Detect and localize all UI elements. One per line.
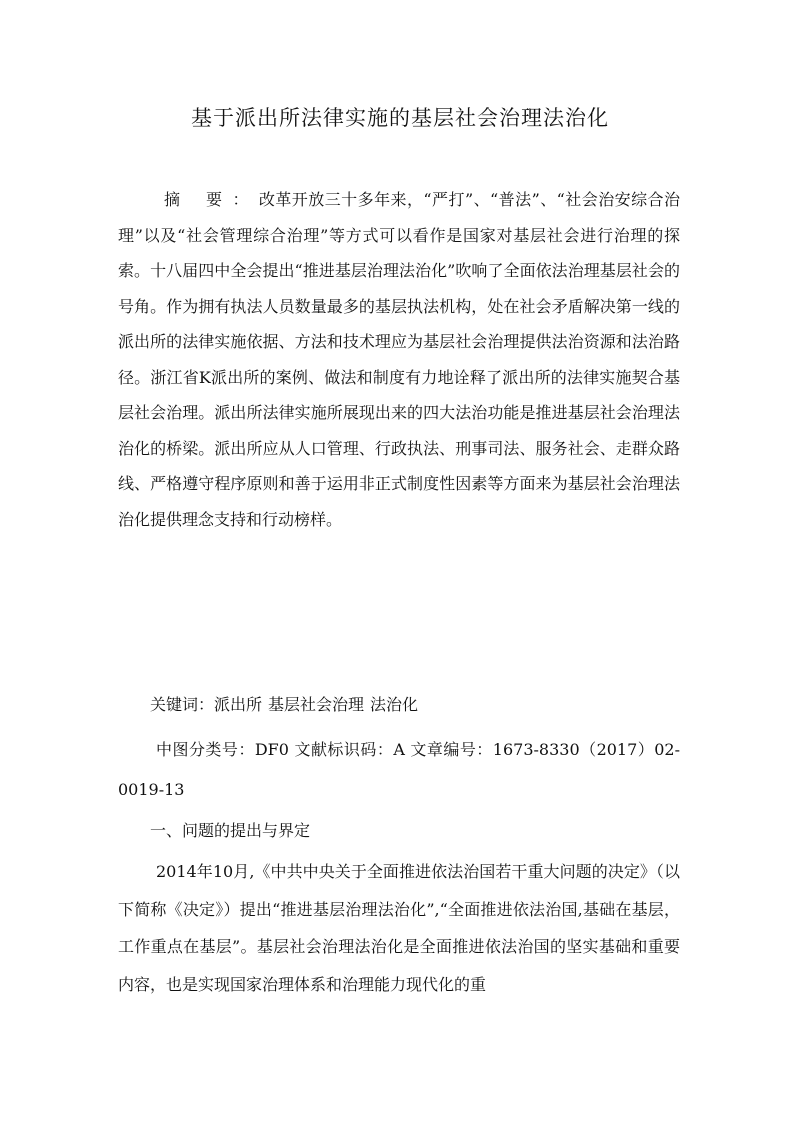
abstract-text: 改革开放三十多年来，“严打”、“普法”、“社会治安综合治理”以及“社会管理综合治理”等方式可以看作是国家对基层社会进行治理的探索。十八届四中全会提出“推进基层治理法治化”吹响了全面依法治理基层社会的号角。作为拥有执法人员数量最多的基层执法机构，处在社会矛盾解决第一线的派出所的法律实施依据、方法和技术理应为基层社会治理提供法治资源和法治路径。浙江省K派出所的案例、做法和制度有力地诠释了派出所的法律实施契合基层社会治理。派出所法律实施所展现出来的四大法治功能是推进基层社会治理法治化的桥梁。派出所应从人口管理、行政执法、刑事司法、服务社会、走群众路线、严格遵守程序原则和善于运用非正式制度性因素等方面来为基层社会治理法治化提供理念支持和行动榜样。 <box>118 190 680 529</box>
paper-title: 基于派出所法律实施的基层社会治理法治化 <box>191 106 609 130</box>
abstract-paragraph <box>118 182 680 537</box>
keyword-item: 派出所 <box>214 695 263 714</box>
keyword-item: 基层社会治理 <box>268 695 365 714</box>
keywords-label: 关键词： <box>150 695 215 714</box>
section-paragraph: 2014年10月,《中共中央关于全面推进依法治国若干重大问题的决定》（以下简称《决定》）提出“推进基层治理法治化”,“全面推进依法治国,基础在基层，工作重点在基层”。基层社会治理法治化是全面推进依法治国的坚实基础和重要内容，也是实现国家治理体系和治理能力现代化的重 <box>118 862 680 994</box>
classification-line: 中图分类号：DF0 文献标识码：A 文章编号：1673-8330（2017）02-0019-13 <box>118 740 680 799</box>
keywords-line <box>118 687 680 723</box>
abstract-label: 摘 要： <box>164 190 259 209</box>
keyword-item: 法治化 <box>370 695 419 714</box>
section-heading: 一、问题的提出与界定 <box>150 821 311 840</box>
